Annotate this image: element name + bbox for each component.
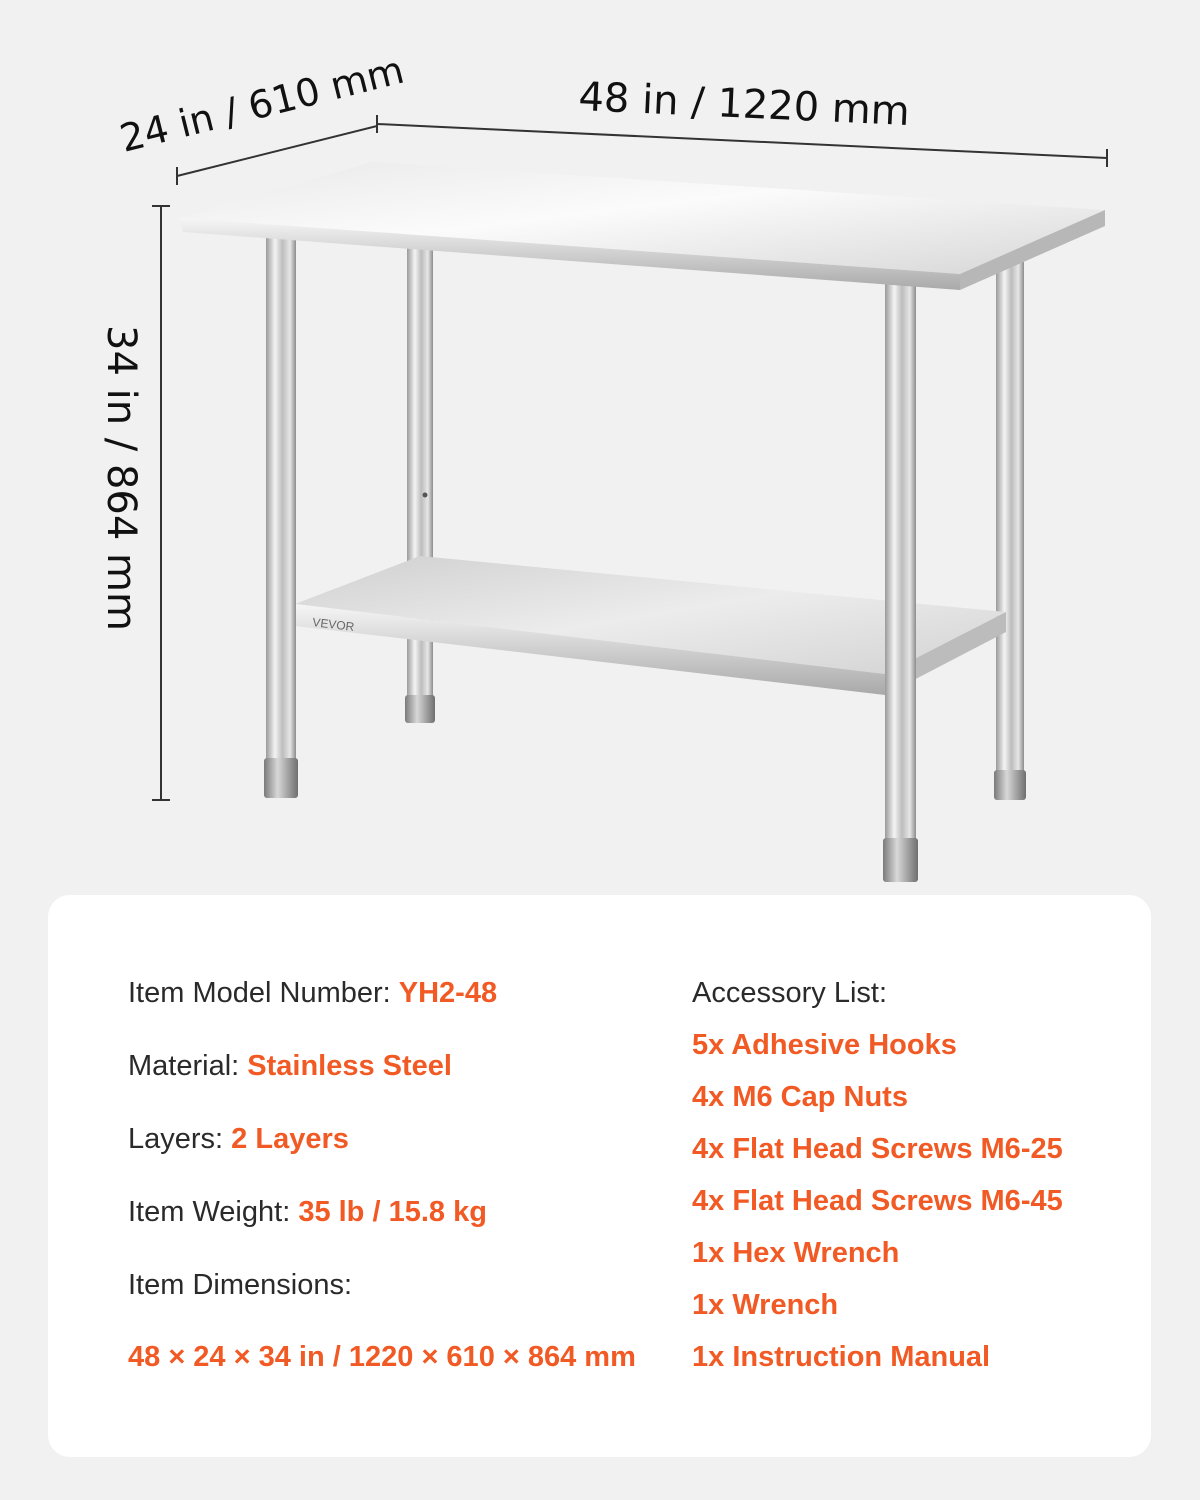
spec-weight-label: Item Weight:: [128, 1196, 299, 1228]
width-dimension-label: 48 in / 1220 mm: [577, 74, 911, 136]
spec-layers-label: Layers:: [128, 1123, 232, 1155]
spec-model: [128, 976, 497, 1010]
spec-layers-value: 2 Layers: [231, 1123, 349, 1155]
accessory-item: 4x Flat Head Screws M6-45: [692, 1185, 1063, 1217]
back-right-leg: [996, 262, 1024, 772]
spec-dimensions-value: 48 × 24 × 34 in / 1220 × 610 × 864 mm: [128, 1341, 636, 1373]
height-dimension-label: 34 in / 864 mm: [98, 325, 144, 631]
front-right-foot: [883, 838, 918, 882]
front-left-foot: [264, 758, 298, 798]
spec-layers: [128, 1122, 349, 1156]
spec-model-label: Item Model Number:: [128, 977, 399, 1009]
front-right-leg: [885, 282, 916, 842]
brand-mark: VEVOR: [311, 615, 356, 634]
accessory-item: 4x M6 Cap Nuts: [692, 1081, 908, 1113]
accessory-list: [692, 1028, 1063, 1392]
spec-dimensions-label: Item Dimensions:: [128, 1269, 353, 1301]
spec-model-value: YH2-48: [398, 977, 498, 1009]
accessory-item: 1x Instruction Manual: [692, 1341, 991, 1373]
back-left-foot: [405, 695, 435, 723]
height-dimension-line: [152, 206, 170, 800]
depth-dimension-label: 24 in / 610 mm: [115, 47, 409, 161]
spec-weight: [128, 1195, 487, 1229]
accessory-item: 1x Wrench: [692, 1289, 839, 1321]
back-right-foot: [994, 770, 1026, 800]
spec-dimensions: [128, 1268, 352, 1302]
accessory-list-title: Accessory List:: [692, 977, 887, 1009]
accessory-item: 5x Adhesive Hooks: [692, 1029, 957, 1061]
spec-material-value: Stainless Steel: [247, 1050, 452, 1082]
spec-dimensions-value-row: [128, 1340, 636, 1374]
work-table: [180, 162, 1105, 882]
front-left-leg: [266, 232, 296, 762]
spec-material-label: Material:: [128, 1050, 248, 1082]
spec-material: [128, 1049, 452, 1083]
spec-weight-value: 35 lb / 15.8 kg: [298, 1196, 487, 1228]
accessory-item: 1x Hex Wrench: [692, 1237, 900, 1269]
accessory-item: 4x Flat Head Screws M6-25: [692, 1133, 1063, 1165]
